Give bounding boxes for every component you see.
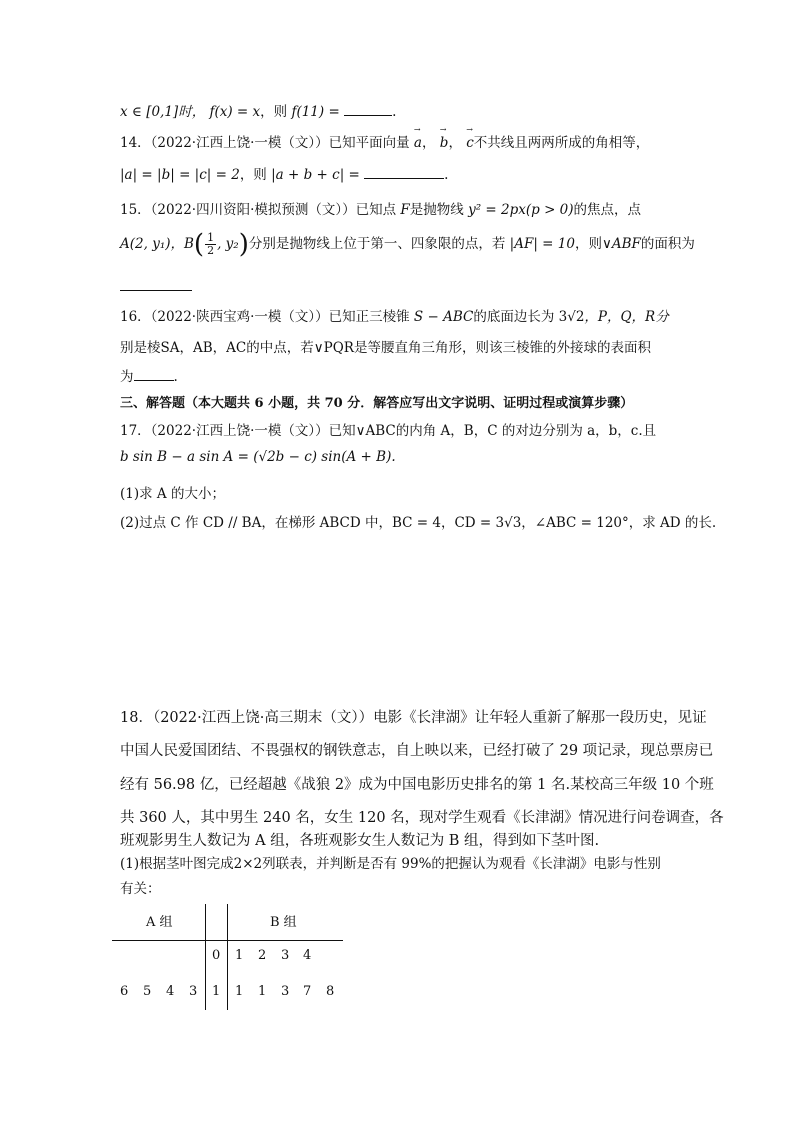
q13-tail-line [120,100,396,120]
leaf-b-value: 3 [281,948,290,963]
q16-line2 [120,336,651,356]
stem-value: 1 [212,984,221,999]
q16-line3 [120,365,178,385]
q18-part1b: 有关： [120,881,161,897]
q18-part1a: (1)根据茎叶图完成2×2列联表，并判断是否有 99%的把握认为观看《长津湖》电影与性别 [120,856,661,872]
q15-line2-mid2: ，则 [574,236,602,252]
leaf-a-value: 3 [189,984,198,999]
q14-line2 [120,163,448,183]
q14-norms: |a| = |b| = |c| = 2 [120,167,240,183]
leaf-b-value: 1 [258,984,267,999]
q17-stem: 17．（2022·江西上饶·一模（文））已知∨ABC的内角 A，B，C 的对边分别为 a，b，c.且 [120,423,657,439]
q15-triangle: ∨ABF [601,236,641,252]
q15-parabola: y² = 2px(p > 0) [468,202,574,218]
q15-y2: , y₂ [217,236,239,252]
q15-point-b-label: ，B [170,236,194,252]
q15-frac-den: 2 [207,244,215,257]
leaf-b-value: 8 [326,984,335,999]
q13-domain: x ∈ [0,1]时， [120,104,206,120]
q15-line2-tail: 的面积为 [640,236,695,252]
leaf-b-value: 7 [303,984,312,999]
leaf-b-value: 3 [281,984,290,999]
q17-line1 [120,419,656,439]
q14-answer-blank [364,166,444,179]
q17-equation: b sin B − a sin A = (√2b − c) sin(A + B). [120,449,396,465]
q13-end: . [392,104,397,120]
q15-mid: 是抛物线 [409,202,464,218]
leaf-b-value: 2 [258,948,267,963]
q18-line4: 共 360 人，其中男生 240 名，女生 120 名，现对学生观看《长津湖》情况进行问卷调查，各 [120,810,724,826]
leaf-b-value: 1 [235,948,244,963]
q14-sep2: ， [448,135,462,151]
stem-leaf-right-divider [227,904,228,1010]
q14-sum-norm: |a + b + c| = [271,167,360,183]
q16-stem: 16．（2022·陕西宝鸡·一模（文））已知正三棱锥 [120,309,410,325]
q16-line2-text: 别是棱SA，AB，AC的中点，若∨PQR是等腰直角三角形，则该三棱锥的外接球的表面积 [120,340,651,356]
q15-line1 [120,198,641,218]
q14-vector-b: → b [440,135,449,151]
q15-point-a: A(2, y₁) [120,236,171,252]
q13-then: ，则 [260,104,288,120]
q18-line5: 班观影男生人数记为 A 组，各班观影女生人数记为 B 组，得到如下茎叶图. [120,833,600,849]
q17-part1: (1)求 A 的大小； [120,486,225,502]
stem-leaf-left-divider [205,904,206,1010]
stem-leaf-header-a: A 组 [146,915,173,930]
q14-stem: 14．（2022·江西上饶·一模（文））已知平面向量 [120,135,410,151]
q15-point-f: F [400,202,410,218]
q15-line2 [120,229,695,260]
q16-end: . [173,369,178,385]
stem-value: 0 [212,948,221,963]
q16-pyramid: S − ABC [413,309,474,325]
q15-tail: 的焦点，点 [573,202,642,218]
q13-answer-blank [344,103,392,116]
q15-af: |AF| = 10 [509,236,575,252]
q16-mid: 的底面边长为 [473,309,555,325]
q16-side: 3√2 [558,309,585,325]
q14-line1 [120,131,649,151]
q15-frac-num: 1 [207,231,215,244]
stem-leaf-header-b: B 组 [270,915,297,930]
q14-sep1: ， [421,135,436,151]
q18-line1: 18．（2022·江西上饶·高三期末（文））电影《长津湖》让年轻人重新了解那一段历史，见证 [120,710,707,726]
q16-tail: ，P，Q，R分 [584,309,669,325]
q16-line3-text: 为 [120,369,134,385]
q18-line2: 中国人民爱国团结、不畏强权的钢铁意志，自上映以来，已经打破了 29 项记录，现总票房已 [120,743,714,759]
q14-vector-c: → c [466,135,474,151]
stem-leaf-header-rule [112,940,343,941]
section-3-heading: 三、解答题（本大题共 6 小题，共 70 分．解答应写出文字说明、证明过程或演算步骤） [120,396,634,411]
q15-left-paren: ( [193,229,205,260]
q15-line2-mid: 分别是抛物线上位于第一、四象限的点，若 [248,236,506,252]
q14-vector-a: → a [414,135,422,151]
leaf-b-value: 4 [303,948,312,963]
q14-line1-tail: 不共线且两两所成的角相等， [473,135,650,151]
q13-function: f(x) = x [209,104,261,120]
q16-line1 [120,305,669,325]
q14-line2-mid: ，则 [239,167,267,183]
leaf-a-value: 4 [166,984,175,999]
leaf-a-value: 6 [120,984,129,999]
q15-answer-blank [120,278,192,291]
q18-line3: 经有 56.98 亿，已经超越《战狼 2》成为中国电影历史排名的第 1 名.某校高三年级 10 个班 [120,777,714,793]
q15-stem: 15．（2022·四川资阳·模拟预测（文））已知点 [120,202,397,218]
q15-fraction [205,232,216,257]
leaf-a-value: 5 [143,984,152,999]
q16-answer-blank [134,368,174,381]
q13-f11: f(11) = [291,104,340,120]
q14-end: . [444,167,449,183]
q17-part2: (2)过点 C 作 CD // BA，在梯形 ABCD 中，BC = 4，CD = 3√3，∠ABC = 120°，求 AD 的长. [120,515,717,531]
leaf-b-value: 1 [235,984,244,999]
q15-right-paren: ) [238,229,249,260]
